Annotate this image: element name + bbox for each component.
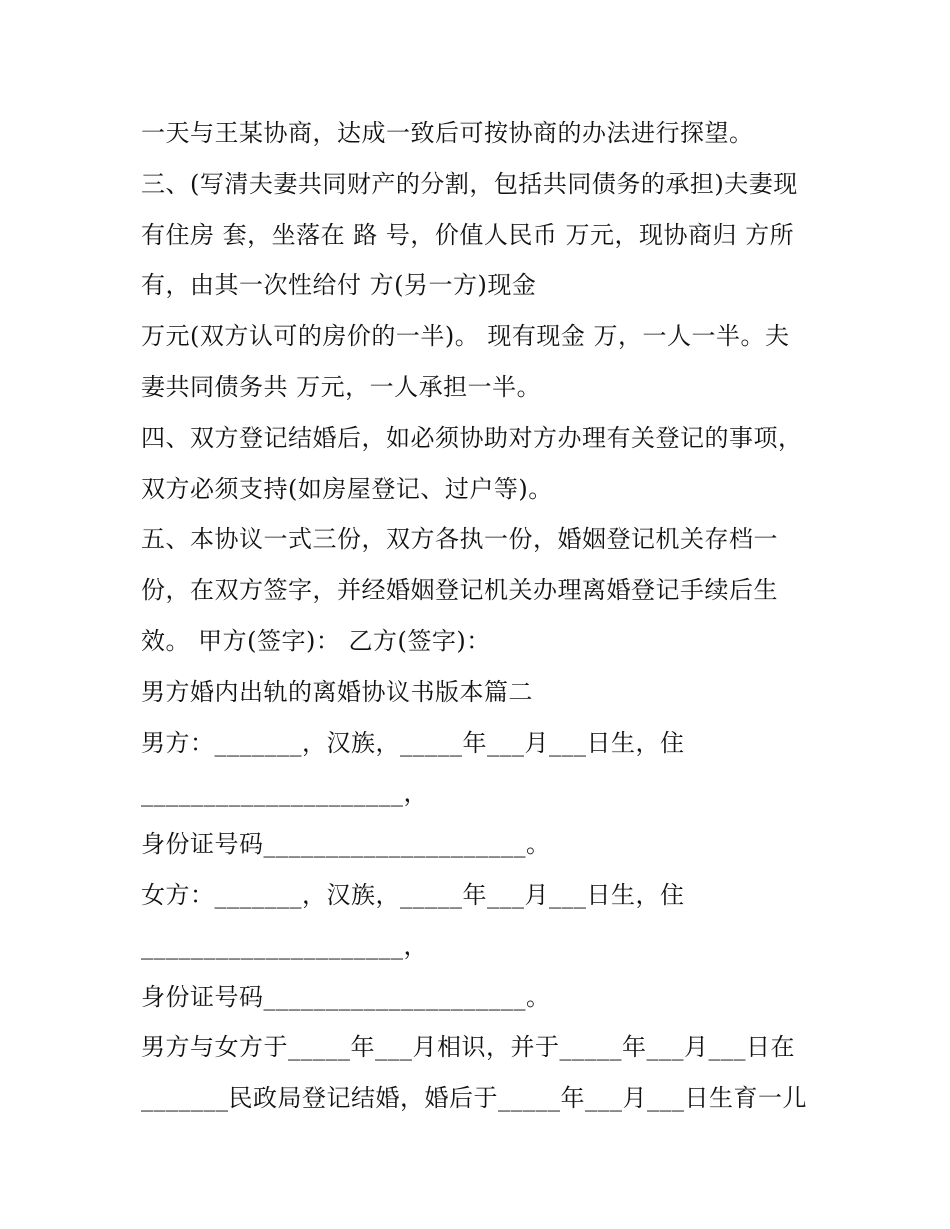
text-line-9: 五、本协议一式三份，双方各执一份，婚姻登记机关存档一	[141, 525, 778, 554]
text-line-13: 男方：_______，汉族，_____年___月___日生，住	[141, 728, 685, 757]
text-line-16: 女方：_______，汉族，_____年___月___日生，住	[141, 880, 685, 909]
text-line-8: 双方必须支持(如房屋登记、过户等)。	[141, 474, 553, 503]
text-line-15: 身份证号码_____________________。	[141, 830, 551, 859]
text-line-7: 四、双方登记结婚后，如必须协助对方办理有关登记的事项，	[141, 423, 803, 452]
text-line-19: 男方与女方于_____年___月相识，并于_____年___月___日在	[141, 1033, 795, 1062]
text-line-2: 三、(写清夫妻共同财产的分割，包括共同债务的承担)夫妻现	[141, 169, 798, 198]
section-heading: 男方婚内出轨的离婚协议书版本篇二	[141, 677, 533, 706]
text-line-6: 妻共同债务共 万元，一人承担一半。	[141, 372, 542, 401]
text-line-18: 身份证号码_____________________。	[141, 982, 551, 1011]
text-line-10: 份，在双方签字，并经婚姻登记机关办理离婚登记手续后生	[141, 576, 778, 605]
text-line-11: 效。 甲方(签字)： 乙方(签字)：	[141, 626, 491, 655]
text-line-20: _______民政局登记结婚，婚后于_____年___月___日生育一儿	[141, 1084, 807, 1113]
text-line-1: 一天与王某协商，达成一致后可按协商的办法进行探望。	[141, 119, 754, 147]
document-body	[141, 108, 821, 1124]
text-line-3: 有住房 套，坐落在 路 号，价值人民币 万元，现协商归 方所	[141, 220, 795, 249]
text-line-14: _____________________，	[141, 779, 428, 808]
text-line-5: 万元(双方认可的房价的一半)。 现有现金 万，一人一半。夫	[141, 322, 790, 351]
text-line-4: 有，由其一次性给付 方(另一方)现金	[141, 271, 537, 300]
text-line-17: _____________________，	[141, 931, 428, 960]
